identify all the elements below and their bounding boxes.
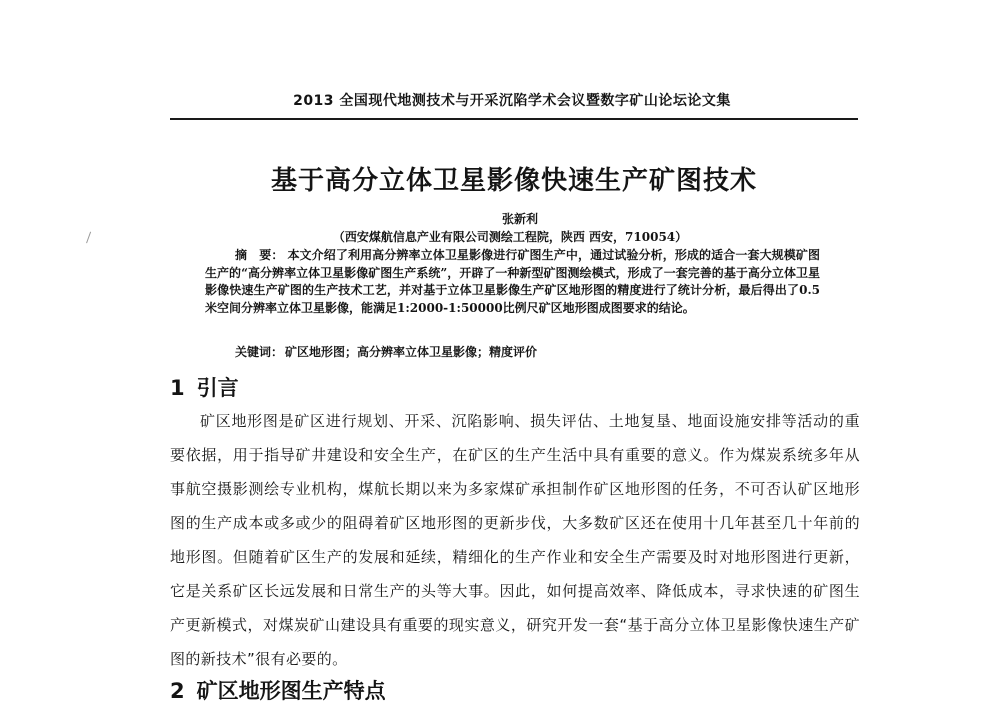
author-name: 张新利	[501, 212, 538, 226]
keywords-text: 矿区地形图；高分辨率立体卫星影像；精度评价	[285, 345, 538, 359]
section-number: 1	[170, 376, 185, 400]
abstract-text: 本文介绍了利用高分辨率立体卫星影像进行矿图生产中，通过试验分析，形成的适合一套大规模矿图生产的“高分辨率立体卫星影像矿图生产系统”，开辟了一种新型矿图测绘模式，形成了一套完善的基于高分立体卫星影像快速生产矿图的生产技术工艺，并对基于立体卫星影像生产矿区地形图的精度进行了统计分析，最后得出了0.5米空间分辨率立体卫星影像，能满足1:2000-1:50000比例尺矿区地形图成图要求的结论。	[205, 248, 820, 315]
running-header: 2013 全国现代地测技术与开采沉陷学术会议暨数字矿山论坛论文集	[293, 93, 731, 109]
abstract-label: 摘 要：	[235, 248, 284, 262]
section-number: 2	[170, 679, 185, 703]
author-affiliation: （西安煤航信息产业有限公司测绘工程院，陕西 西安，710054）	[332, 230, 688, 244]
paper-title: 基于高分立体卫星影像快速生产矿图技术	[270, 166, 757, 196]
abstract	[205, 247, 820, 317]
section-heading-1	[170, 372, 239, 402]
section-heading-2	[170, 675, 386, 705]
section-title: 引言	[196, 376, 239, 400]
keywords-label: 关键词：	[235, 345, 284, 359]
keywords	[235, 343, 537, 360]
section-1-body: 矿区地形图是矿区进行规划、开采、沉陷影响、损失评估、土地复垦、地面设施安排等活动的重要依据，用于指导矿井建设和安全生产，在矿区的生产生活中具有重要的意义。作为煤炭系统多年从事航空摄影测绘专业机构，煤航长期以来为多家煤矿承担制作矿区地形图的任务，不可否认矿区地形图的生产成本或多或少的阻碍着矿区地形图的更新步伐，大多数矿区还在使用十几年甚至几十年前的地形图。但随着矿区生产的发展和延续，精细化的生产作业和安全生产需要及时对地形图进行更新，它是关系矿区长远发展和日常生产的头等大事。因此，如何提高效率、降低成本，寻求快速的矿图生产更新模式，对煤炭矿山建设具有重要的现实意义，研究开发一套“基于高分立体卫星影像快速生产矿图的新技术”很有必要的。	[170, 412, 860, 668]
section-title: 矿区地形图生产特点	[196, 679, 386, 703]
header-rule	[170, 118, 858, 120]
scan-mark	[86, 232, 94, 245]
